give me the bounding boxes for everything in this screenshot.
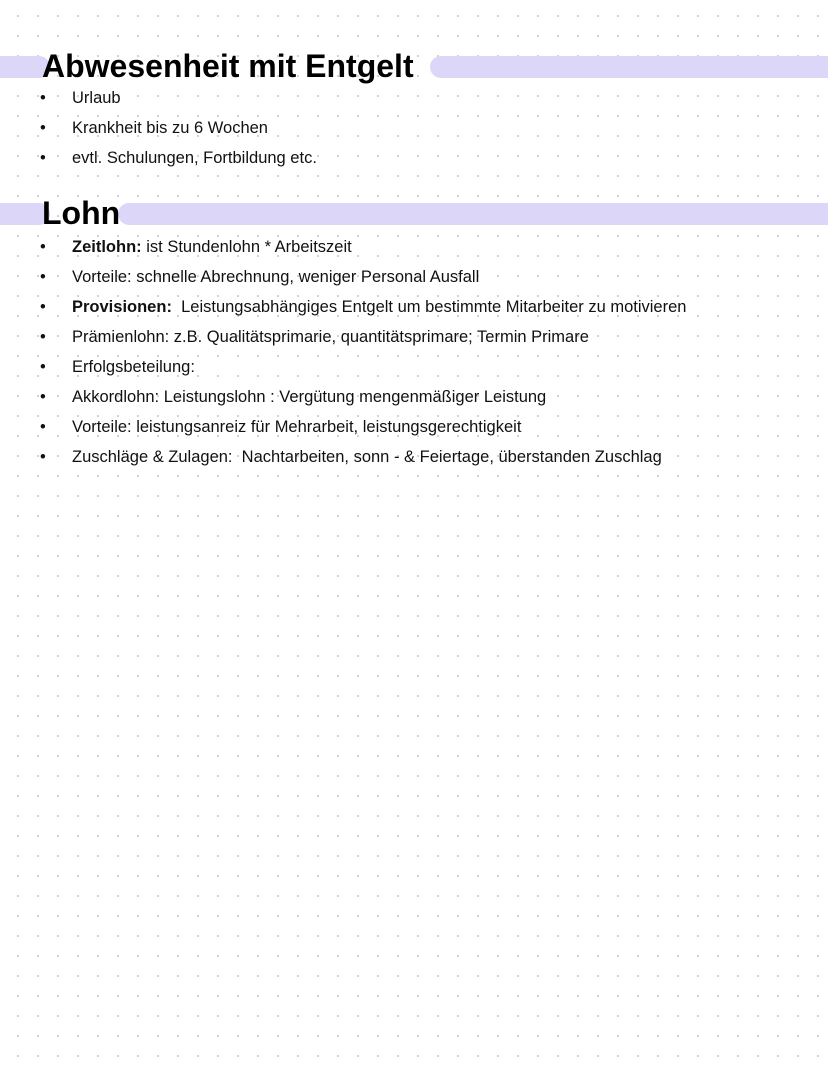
item-text: Erfolgsbeteilung: [72,358,195,376]
bullet-icon: • [40,448,46,466]
item-text: ist Stundenlohn * Arbeitszeit [141,238,352,256]
item-label: Provisionen: [72,298,172,316]
list-item [40,83,317,113]
item-text: Prämienlohn: z.B. Qualitätsprimarie, quantitätsprimare; Termin Primare [72,328,589,346]
item-text: Akkordlohn: Leistungslohn : Vergütung mengenmäßiger Leistung [72,388,547,406]
bullet-icon: • [40,298,46,316]
section-heading-lohn: Lohn [42,195,121,231]
list-item [40,352,686,382]
list-item [40,113,317,143]
bullet-icon: • [40,238,46,256]
item-text: Urlaub [72,89,121,107]
bullet-icon: • [40,328,46,346]
item-text: Vorteile: leistungsanreiz für Mehrarbeit, leistungsgerechtigkeit [72,418,522,436]
item-text: Vorteile: schnelle Abrechnung, weniger Personal Ausfall [72,268,480,286]
heading-highlight [118,203,828,225]
bullet-icon: • [40,418,46,436]
item-label: Zeitlohn: [72,238,142,256]
list-item [40,412,686,442]
list-item [40,322,686,352]
abwesenheit-list [40,83,317,173]
bullet-icon: • [40,149,46,167]
lohn-list [40,232,686,472]
list-item [40,382,686,412]
bullet-icon: • [40,388,46,406]
heading-highlight [430,56,828,78]
item-text: Krankheit bis zu 6 Wochen [72,119,268,137]
section-heading-abwesenheit: Abwesenheit mit Entgelt [42,48,414,84]
item-text: Leistungsabhängiges Entgelt um bestimmte Mitarbeiter zu motivieren [171,298,687,316]
list-item [40,143,317,173]
list-item [40,442,686,472]
list-item [40,232,686,262]
item-text: Zuschläge & Zulagen: Nachtarbeiten, sonn - & Feiertage, überstanden Zuschlag [72,448,662,466]
bullet-icon: • [40,268,46,286]
item-text: evtl. Schulungen, Fortbildung etc. [72,149,317,167]
bullet-icon: • [40,119,46,137]
bullet-icon: • [40,358,46,376]
list-item [40,262,686,292]
bullet-icon: • [40,89,46,107]
list-item [40,292,686,322]
